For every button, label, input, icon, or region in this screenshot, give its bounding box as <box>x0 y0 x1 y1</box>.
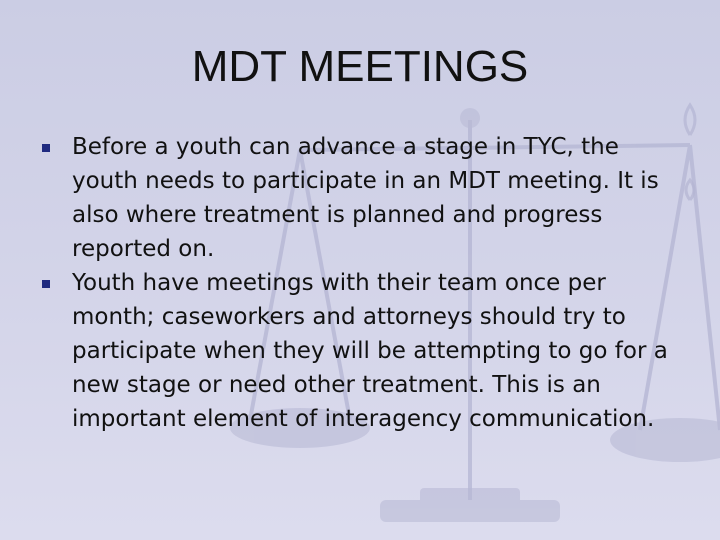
bullet-item <box>40 130 690 266</box>
bullet-item <box>40 266 690 436</box>
bullet-text: Before a youth can advance a stage in TYC, the youth needs to participate in an MDT meeting. It is also where treatment is planned and progress reported on. <box>72 134 659 262</box>
bullet-list <box>40 130 690 436</box>
slide-title: MDT MEETINGS <box>191 42 529 91</box>
square-bullet-icon <box>42 280 50 288</box>
square-bullet-icon <box>42 144 50 152</box>
bullet-text: Youth have meetings with their team once per month; caseworkers and attorneys should try to participate when they will be attempting to go for a new stage or need other treatment. This is an important element of interagency communication. <box>72 270 668 432</box>
